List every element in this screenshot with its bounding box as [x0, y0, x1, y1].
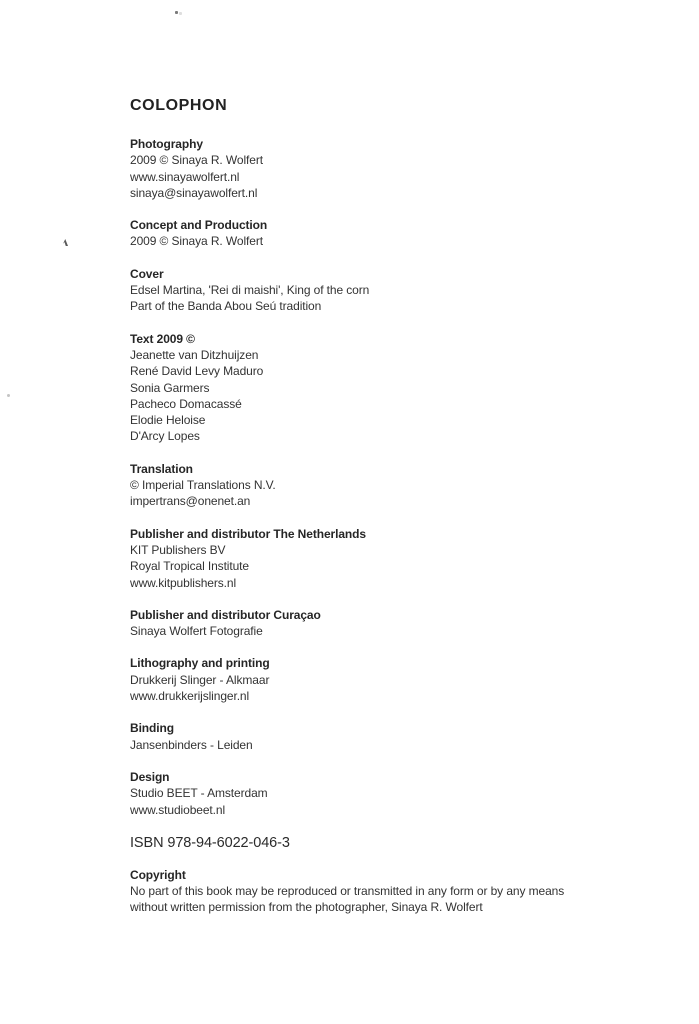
section-line: René David Levy Maduro — [130, 364, 264, 379]
colophon-section — [130, 266, 600, 315]
section-line: Royal Tropical Institute — [130, 559, 249, 574]
colophon-section — [130, 526, 600, 591]
copyright-line: No part of this book may be reproduced or transmitted in any form or by any means — [130, 884, 565, 899]
copyright-section — [130, 867, 600, 916]
colophon-section — [130, 607, 600, 640]
isbn-line: ISBN 978-94-6022-046-3 — [130, 834, 290, 851]
section-heading: Text 2009 © — [130, 331, 195, 346]
scan-speck-left-margin — [63, 239, 68, 246]
copyright-line: without written permission from the photographer, Sinaya R. Wolfert — [130, 900, 483, 915]
section-line: Studio BEET - Amsterdam — [130, 786, 268, 801]
section-line: 2009 © Sinaya R. Wolfert — [130, 153, 263, 168]
section-line: www.drukkerijslinger.nl — [130, 689, 250, 704]
section-line: www.studiobeet.nl — [130, 802, 226, 817]
colophon-content — [130, 97, 600, 932]
section-line: Jansenbinders - Leiden — [130, 737, 253, 752]
page-title: COLOPHON — [130, 97, 228, 114]
section-line: impertrans@onenet.an — [130, 494, 251, 509]
scan-speck-far-left — [7, 394, 10, 397]
colophon-section — [130, 331, 600, 445]
section-line: Sinaya Wolfert Fotografie — [130, 624, 263, 639]
section-line: 2009 © Sinaya R. Wolfert — [130, 234, 263, 249]
section-heading: Concept and Production — [130, 218, 268, 233]
section-heading: Publisher and distributor The Netherlands — [130, 526, 366, 541]
colophon-sections — [130, 136, 600, 818]
section-line: Part of the Banda Abou Seú tradition — [130, 299, 322, 314]
section-line: Edsel Martina, 'Rei di maishi', King of the corn — [130, 283, 370, 298]
section-line: Pacheco Domacassé — [130, 396, 242, 411]
section-heading: Publisher and distributor Curaçao — [130, 607, 321, 622]
colophon-section — [130, 655, 600, 704]
section-line: www.kitpublishers.nl — [130, 575, 237, 590]
section-heading: Design — [130, 769, 170, 784]
section-line: KIT Publishers BV — [130, 542, 226, 557]
section-heading: Binding — [130, 721, 174, 736]
section-line: Jeanette van Ditzhuijzen — [130, 347, 259, 362]
colophon-section — [130, 769, 600, 818]
colophon-section — [130, 461, 600, 510]
section-line: © Imperial Translations N.V. — [130, 478, 276, 493]
colophon-section — [130, 217, 600, 250]
section-heading: Photography — [130, 137, 203, 151]
section-line: Sonia Garmers — [130, 380, 210, 395]
section-heading: Cover — [130, 266, 164, 281]
section-heading: Lithography and printing — [130, 656, 270, 671]
section-line: Drukkerij Slinger - Alkmaar — [130, 672, 270, 687]
section-line: Elodie Heloise — [130, 413, 206, 428]
section-line: D'Arcy Lopes — [130, 429, 200, 444]
scan-speck-top — [175, 11, 178, 14]
colophon-section — [130, 136, 600, 201]
section-line: sinaya@sinayawolfert.nl — [130, 185, 258, 200]
copyright-heading: Copyright — [130, 867, 186, 882]
section-heading: Translation — [130, 461, 193, 476]
colophon-section — [130, 720, 600, 753]
section-line: www.sinayawolfert.nl — [130, 169, 240, 184]
